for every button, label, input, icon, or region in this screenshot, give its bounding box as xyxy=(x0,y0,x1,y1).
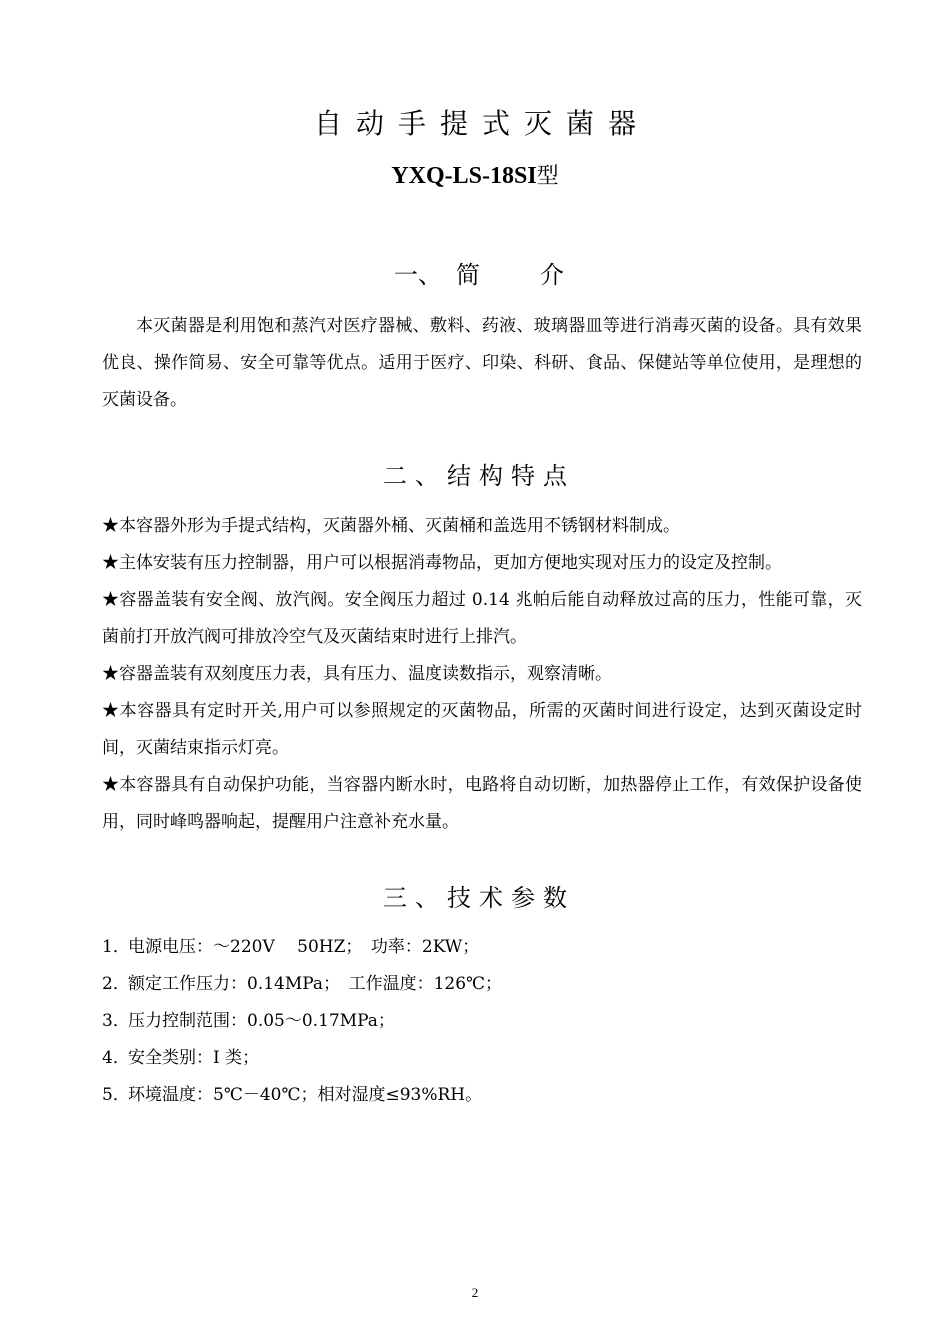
spec-text: 环境温度：5℃－40℃；相对湿度≤93%RH。 xyxy=(128,1085,483,1105)
features-list xyxy=(102,508,862,841)
spec-text: 压力控制范围：0.05～0.17MPa； xyxy=(128,1011,395,1031)
model-suffix: 型 xyxy=(536,164,559,189)
feature-text: 容器盖装有安全阀、放汽阀。安全阀压力超过 0.14 兆帕后能自动释放过高的压力，性能可靠，灭菌前打开放汽阀可排放冷空气及灭菌结束时进行上排汽。 xyxy=(102,590,862,647)
star-icon: ★ xyxy=(102,775,120,795)
model-code: YXQ-LS-18SI xyxy=(391,163,537,189)
section-heading-intro xyxy=(0,257,950,293)
spec-text: 电源电压：～220V 50HZ； 功率：2KW； xyxy=(128,937,480,957)
section-heading-intro-word-a: 简 xyxy=(456,261,480,289)
feature-item xyxy=(102,508,862,545)
spec-item xyxy=(102,1003,862,1040)
spec-text: 安全类别：I 类； xyxy=(128,1048,260,1068)
spec-number: 5． xyxy=(102,1085,130,1105)
spec-number: 2． xyxy=(102,974,130,994)
spec-text: 额定工作压力：0.14MPa； 工作温度：126℃； xyxy=(128,974,503,994)
star-icon: ★ xyxy=(102,701,120,721)
feature-item xyxy=(102,767,862,841)
spec-item xyxy=(102,1040,862,1077)
feature-item xyxy=(102,656,862,693)
feature-text: 本容器具有自动保护功能，当容器内断水时，电路将自动切断，加热器停止工作，有效保护设备使用，同时峰鸣器响起，提醒用户注意补充水量。 xyxy=(102,775,863,832)
feature-item xyxy=(102,693,862,767)
star-icon: ★ xyxy=(102,516,119,536)
feature-text: 主体安装有压力控制器，用户可以根据消毒物品，更加方便地实现对压力的设定及控制。 xyxy=(119,553,782,573)
feature-text: 本容器具有定时开关,用户可以参照规定的灭菌物品，所需的灭菌时间进行设定，达到灭菌设定时间，灭菌结束指示灯亮。 xyxy=(102,701,863,758)
feature-item xyxy=(102,582,862,656)
page-number: 2 xyxy=(471,1285,479,1300)
section-heading-intro-number: 一、 xyxy=(394,261,442,289)
section-heading-specs: 三、技术参数 xyxy=(383,884,575,912)
intro-paragraph: 本灭菌器是利用饱和蒸汽对医疗器械、敷料、药液、玻璃器皿等进行消毒灭菌的设备。具有效果优良、操作简易、安全可靠等优点。适用于医疗、印染、科研、食品、保健站等单位使用，是理想的灭菌设备。 xyxy=(102,316,862,410)
section-heading-features: 二、结构特点 xyxy=(383,462,575,490)
spec-item xyxy=(102,966,862,1003)
specs-list xyxy=(102,929,862,1114)
star-icon: ★ xyxy=(102,664,119,684)
document-title: 自动手提式灭菌器 xyxy=(313,107,650,140)
star-icon: ★ xyxy=(102,590,120,610)
model-line xyxy=(0,158,950,195)
spec-number: 1． xyxy=(102,937,130,957)
spec-number: 3． xyxy=(102,1011,130,1031)
star-icon: ★ xyxy=(102,553,119,573)
spec-number: 4． xyxy=(102,1048,130,1068)
spec-item xyxy=(102,1077,862,1114)
feature-text: 容器盖装有双刻度压力表，具有压力、温度读数指示，观察清晰。 xyxy=(119,664,612,684)
feature-item xyxy=(102,545,862,582)
spec-item xyxy=(102,929,862,966)
section-heading-intro-word-b: 介 xyxy=(540,261,564,289)
feature-text: 本容器外形为手提式结构，灭菌器外桶、灭菌桶和盖选用不锈钢材料制成。 xyxy=(119,516,680,536)
